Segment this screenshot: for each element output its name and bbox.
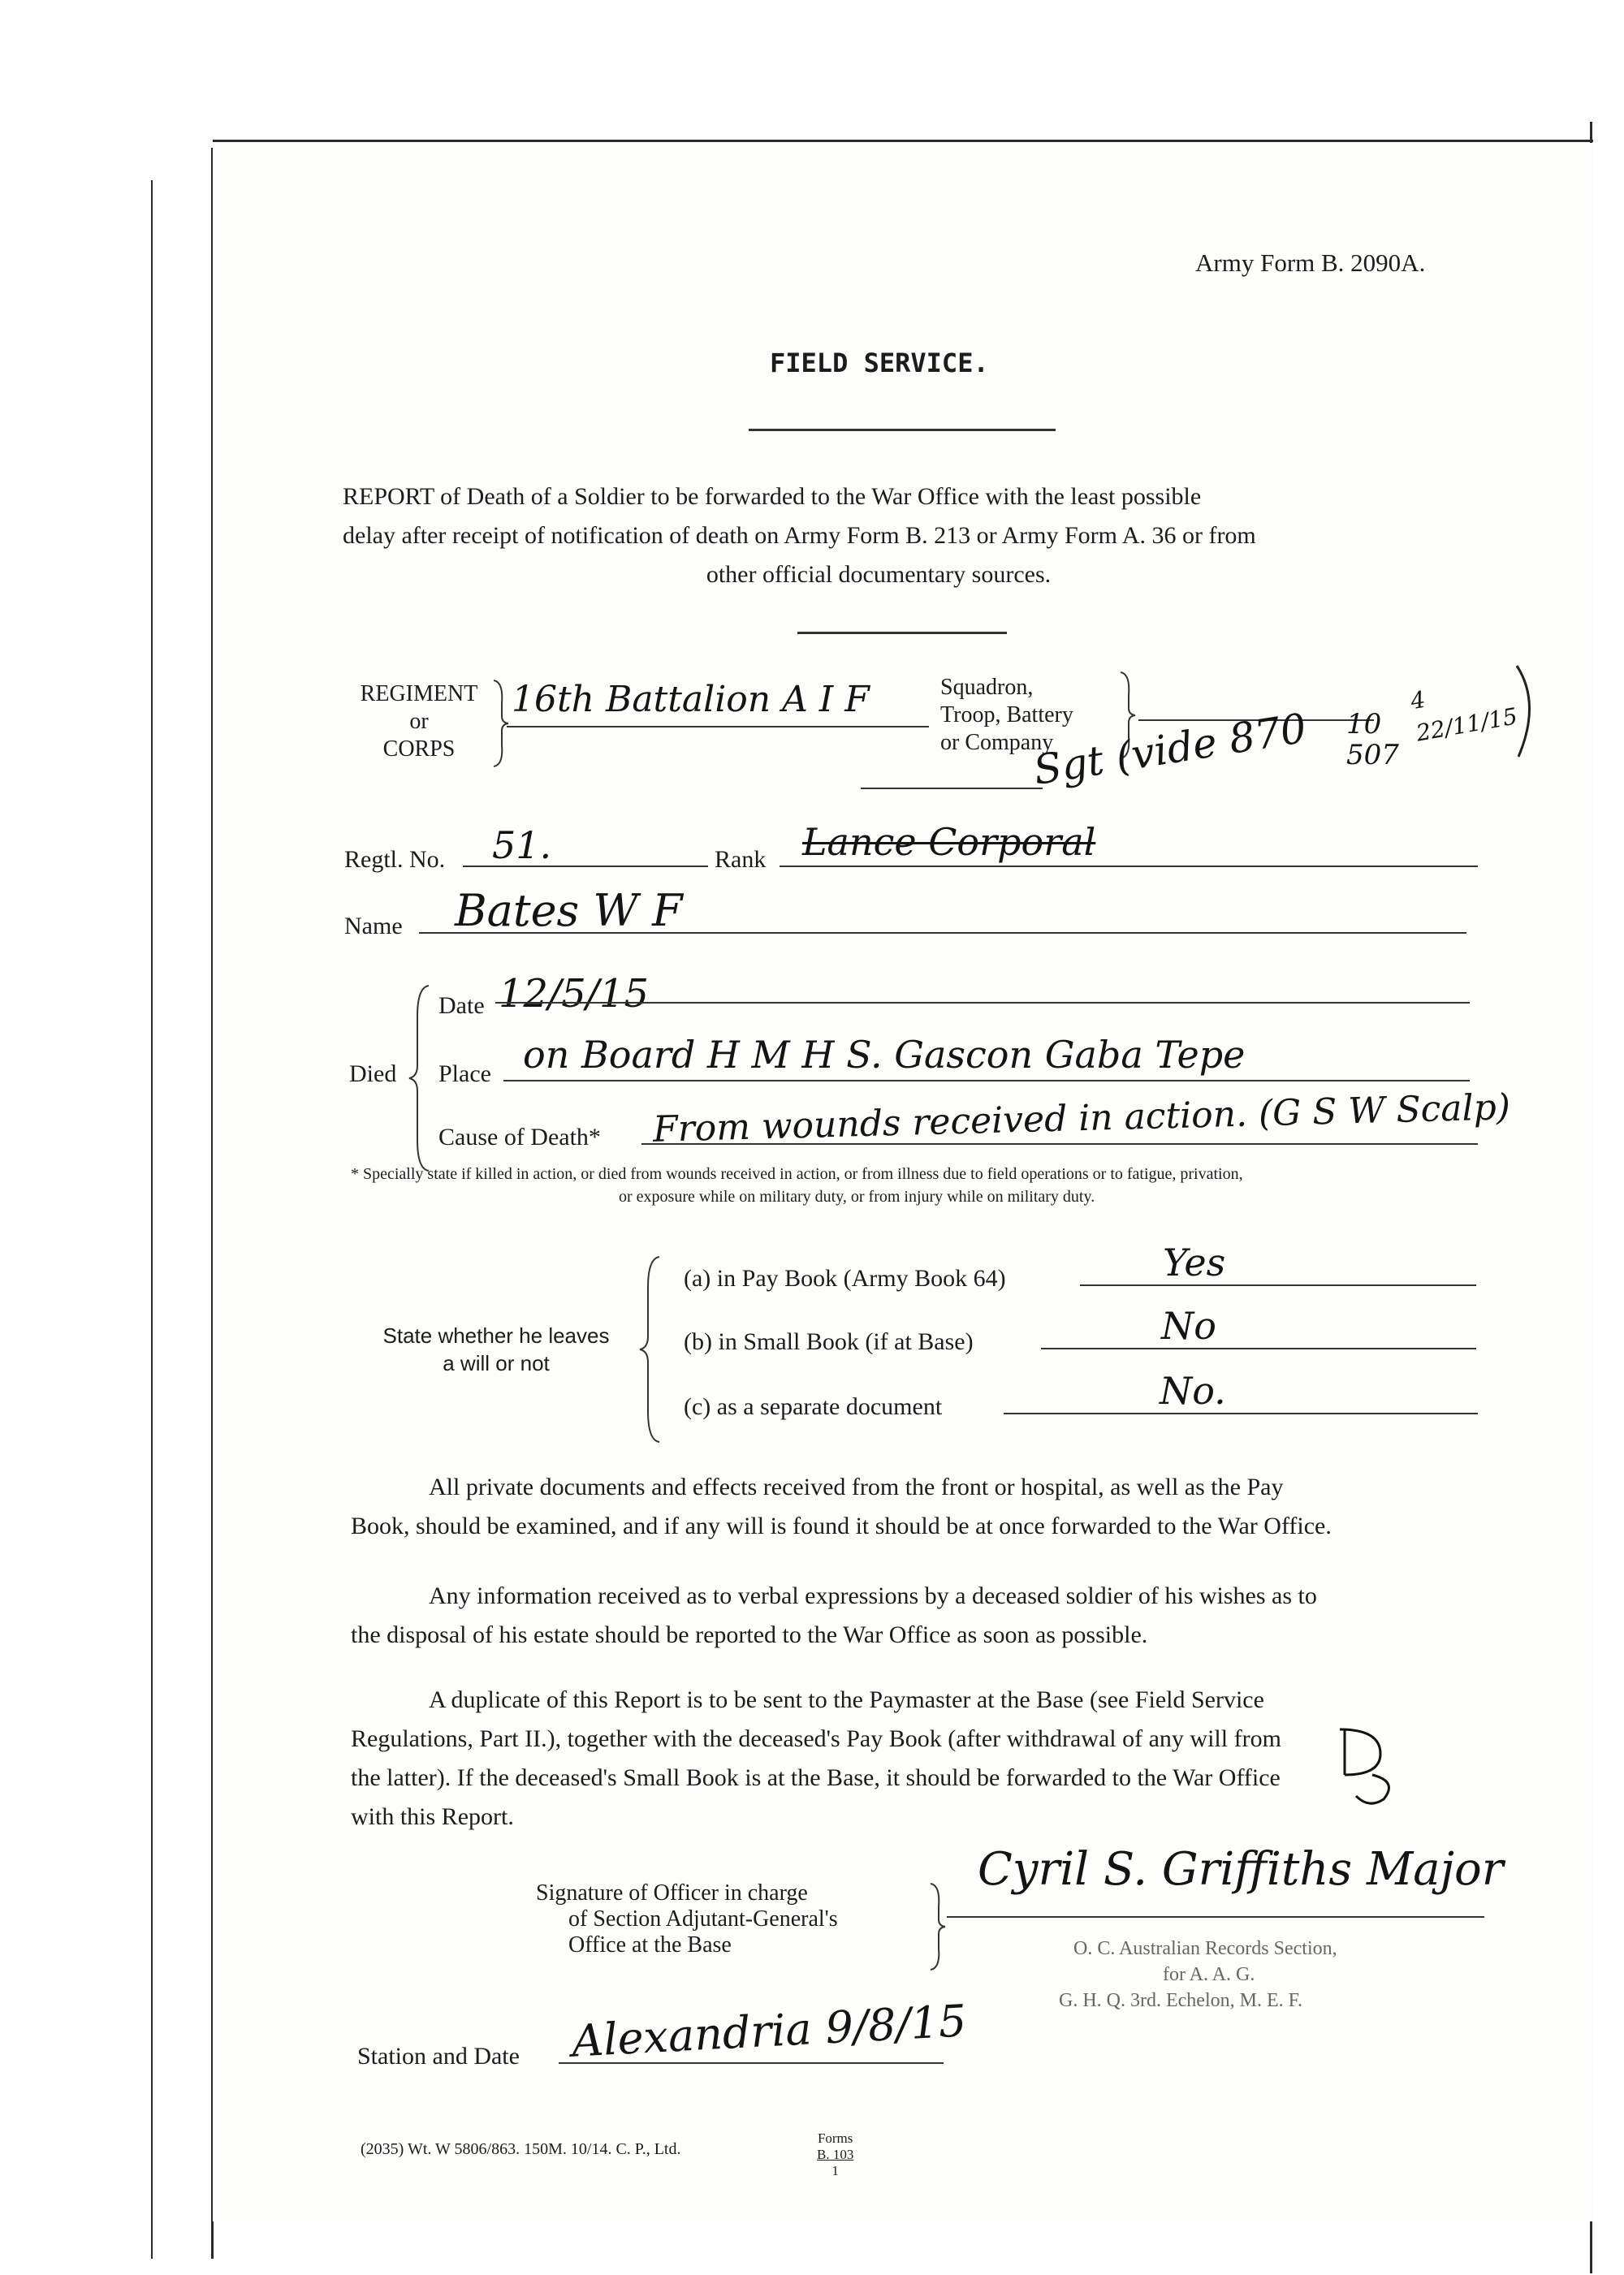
intro-line-3: other official documentary sources. — [706, 561, 1052, 588]
died-brace — [406, 984, 432, 1172]
label-regiment: REGIMENT — [360, 681, 478, 706]
will-item-b-label: (b) in Small Book (if at Base) — [684, 1328, 974, 1355]
signature-label-line-3: Office at the Base — [568, 1932, 732, 1958]
stamp-line-3: G. H. Q. 3rd. Echelon, M. E. F. — [1059, 1990, 1303, 2011]
date-label: Date — [438, 992, 485, 1019]
para1-line-2: Book, should be examined, and if any will is found it should be at once forwarded to the War Office. — [351, 1513, 1332, 1539]
will-brace — [637, 1255, 663, 1444]
will-item-c-label: (c) as a separate document — [684, 1393, 943, 1420]
will-item-c-rule — [1004, 1413, 1478, 1414]
rank-annotation-fraction-top: 10 — [1346, 708, 1382, 740]
company-rule-lower — [861, 788, 1043, 789]
place-label: Place — [438, 1060, 491, 1087]
signature-label-line-1: Signature of Officer in charge — [536, 1880, 808, 1906]
form-intro — [343, 477, 1471, 594]
rank-value: Lance Corporal — [802, 820, 1096, 864]
place-value: on Board H M H S. Gascon Gaba Tepe — [523, 1033, 1246, 1077]
name-rule — [419, 932, 1466, 934]
intro-rule — [797, 632, 1007, 634]
intro-line-1: REPORT of Death of a Soldier to be forwarded to the War Office with the least possible — [343, 483, 1202, 510]
title-rule — [749, 429, 1056, 431]
regiment-value: 16th Battalion A I F — [512, 679, 870, 720]
cause-label: Cause of Death* — [438, 1124, 601, 1150]
regiment-label-group — [344, 680, 494, 763]
forms-label: Forms — [817, 2130, 853, 2146]
name-value: Bates W F — [455, 885, 683, 936]
rank-annotation-fraction-bottom: 507 — [1346, 739, 1399, 771]
annotation-bracket — [1512, 663, 1544, 760]
stamp-line-2: for A. A. G. — [1163, 1964, 1255, 1985]
forms-number: B. 103 — [817, 2147, 854, 2162]
label-corps: CORPS — [382, 736, 456, 762]
para2-line-1: Any information received as to verbal expressions by a deceased soldier of his wishes as to — [429, 1582, 1317, 1609]
para3-line-3: the latter). If the deceased's Small Book is at the Base, it should be forwarded to the War Office — [351, 1764, 1281, 1791]
will-item-c-value: No. — [1160, 1369, 1226, 1413]
station-rule — [559, 2062, 944, 2064]
will-question-line-1: State whether he leaves — [382, 1323, 610, 1348]
initials-mark — [1324, 1721, 1405, 1811]
footnote-line-2: or exposure while on military duty, or from injury while on military duty. — [619, 1188, 1095, 1206]
rank-rule — [780, 866, 1478, 867]
died-label: Died — [349, 1060, 397, 1087]
will-question — [346, 1322, 646, 1377]
forms-sub: 1 — [831, 2163, 839, 2178]
label-squadron: Squadron, — [940, 675, 1034, 700]
regtl-no-value: 51. — [492, 823, 552, 867]
para1-line-1: All private documents and effects received from the front or hospital, as well as the Pay — [429, 1474, 1284, 1500]
date-value: 12/5/15 — [499, 971, 650, 1017]
forms-reference — [817, 2130, 853, 2179]
para2-line-2: the disposal of his estate should be reported to the War Office as soon as possible. — [351, 1621, 1148, 1648]
para3-line-1: A duplicate of this Report is to be sent to the Paymaster at the Base (see Field Service — [429, 1686, 1264, 1713]
stamp-line-1: O. C. Australian Records Section, — [1073, 1938, 1337, 1959]
date-rule — [495, 1002, 1470, 1004]
records-stamp — [1059, 1936, 1337, 2014]
regiment-rule — [507, 726, 929, 727]
instructions — [351, 1468, 1488, 1837]
officer-signature: Cyril S. Griffiths Major — [978, 1843, 1504, 1896]
form-title: FIELD SERVICE. — [770, 348, 989, 378]
will-item-a-rule — [1080, 1284, 1476, 1286]
regtl-no-rule — [463, 866, 708, 867]
rank-annotation: Sgt (vide 870 — [1030, 704, 1310, 794]
rank-annotation-date: 4 22/11/15 — [1408, 685, 1520, 747]
place-rule — [503, 1080, 1470, 1081]
signature-label-line-2: of Section Adjutant-General's — [568, 1906, 838, 1932]
cause-value: From wounds received in action. (G S W Scalp) — [652, 1086, 1511, 1150]
will-item-b-value: No — [1161, 1304, 1216, 1348]
label-company: or Company — [940, 730, 1054, 755]
signature-rule — [947, 1916, 1484, 1918]
station-value: Alexandria 9/8/15 — [570, 1995, 968, 2067]
will-item-a-value: Yes — [1163, 1241, 1226, 1284]
signature-brace — [927, 1882, 947, 1971]
intro-line-2: delay after receipt of notification of death on Army Form B. 213 or Army Form A. 36 or from — [343, 522, 1256, 549]
scan-edge-left-outer — [151, 180, 153, 2259]
footnote-line-1: * Specially state if killed in action, or died from wounds received in action, or from illness due to field operations or to fatigue, privation, — [351, 1165, 1243, 1183]
cause-footnote — [351, 1163, 1488, 1208]
regtl-no-label: Regtl. No. — [344, 846, 446, 873]
label-troop: Troop, Battery — [940, 702, 1073, 727]
scan-edge-top — [213, 140, 1593, 142]
para3-line-4: with this Report. — [351, 1803, 514, 1830]
name-label: Name — [344, 913, 403, 939]
station-label: Station and Date — [357, 2043, 520, 2070]
print-imprint: (2035) Wt. W 5806/863. 150M. 10/14. C. P., Ltd. — [361, 2140, 681, 2158]
label-or: or — [409, 709, 429, 734]
will-question-line-2: a will or not — [443, 1351, 550, 1375]
para3-line-2: Regulations, Part II.), together with the deceased's Pay Book (after withdrawal of any will from — [351, 1725, 1281, 1752]
will-item-b-rule — [1041, 1348, 1476, 1349]
cause-rule — [641, 1143, 1478, 1145]
form-number: Army Form B. 2090A. — [1195, 248, 1426, 277]
will-item-a-label: (a) in Pay Book (Army Book 64) — [684, 1265, 1006, 1292]
rank-label: Rank — [715, 846, 767, 873]
regiment-brace-left — [490, 679, 510, 768]
signature-label — [536, 1880, 934, 1958]
